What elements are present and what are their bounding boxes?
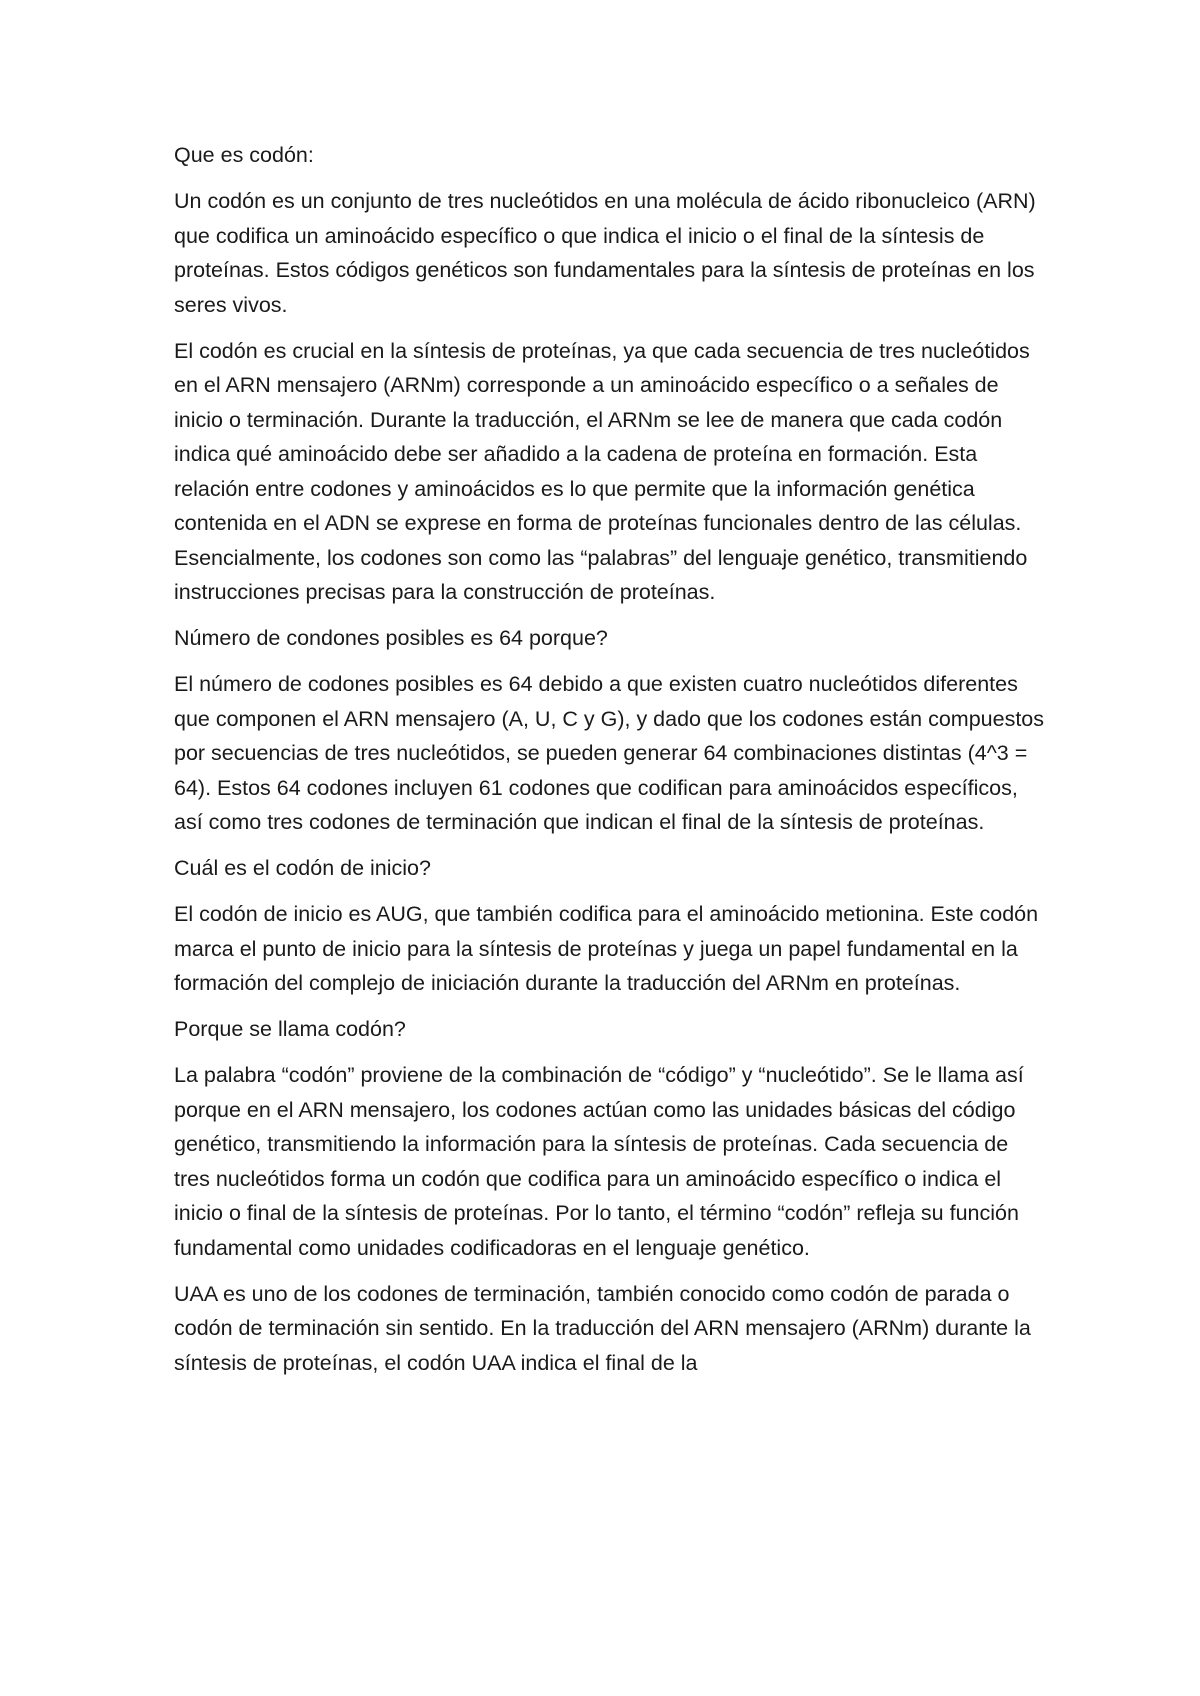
paragraph-uaa: UAA es uno de los codones de terminación, también conocido como codón de parada o codón de terminación sin sentido. En la traducción del ARN mensajero (ARNm) durante la síntesis de proteínas, el codón UAA indica el final de la bbox=[174, 1281, 1031, 1375]
question-heading-number-of-codons: Número de condones posibles es 64 porque? bbox=[174, 626, 608, 650]
document-page bbox=[174, 138, 1044, 1392]
paragraph-start-codon: El codón de inicio es AUG, que también codifica para el aminoácido metionina. Este codón marca el punto de inicio para la síntesis de proteínas y juega un papel fundamental en la formación del complejo de iniciación durante la traducción del ARNm en proteínas. bbox=[174, 902, 1039, 995]
paragraph-why-codon: La palabra “codón” proviene de la combinación de “código” y “nucleótido”. Se le llama así porque en el ARN mensajero, los codones actúan como las unidades básicas del código genético, transmitiendo la información para la síntesis de proteínas. Cada secuencia de tres nucleótidos forma un codón que codifica para un aminoácido específico o indica el inicio o final de la síntesis de proteínas. Por lo tanto, el término “codón” refleja su función fundamental como unidades codificadoras en el lenguaje genético. bbox=[174, 1063, 1024, 1260]
paragraph-definition: Un codón es un conjunto de tres nucleótidos en una molécula de ácido ribonucleico (ARN) que codifica un aminoácido específico o que indica el inicio o el final de la síntesis de proteínas. Estos códigos genéticos son fundamentales para la síntesis de proteínas en los seres vivos. bbox=[174, 189, 1036, 317]
paragraph-importance: El codón es crucial en la síntesis de proteínas, ya que cada secuencia de tres nucleótidos en el ARN mensajero (ARNm) corresponde a un aminoácido específico o a señales de inicio o terminación. Durante la traducción, el ARNm se lee de manera que cada codón indica qué aminoácido debe ser añadido a la cadena de proteína en formación. Esta relación entre codones y aminoácidos es lo que permite que la información genética contenida en el ADN se exprese en forma de proteínas funcionales dentro de las células. Esencialmente, los codones son como las “palabras” del lenguaje genético, transmitiendo instrucciones precisas para la construcción de proteínas. bbox=[174, 338, 1030, 604]
paragraph-number-of-codons: El número de codones posibles es 64 debido a que existen cuatro nucleótidos diferentes que componen el ARN mensajero (A, U, C y G), y dado que los codones están compuestos por secuencias de tres nucleótidos, se pueden generar 64 combinaciones distintas (4^3 = 64). Estos 64 codones incluyen 61 codones que codifican para aminoácidos específicos, así como tres codones de terminación que indican el final de la síntesis de proteínas. bbox=[174, 672, 1045, 834]
question-heading-why-codon: Porque se llama codón? bbox=[174, 1017, 406, 1041]
question-heading-que-es-codon: Que es codón: bbox=[174, 143, 314, 167]
question-heading-start-codon: Cuál es el codón de inicio? bbox=[174, 856, 431, 880]
